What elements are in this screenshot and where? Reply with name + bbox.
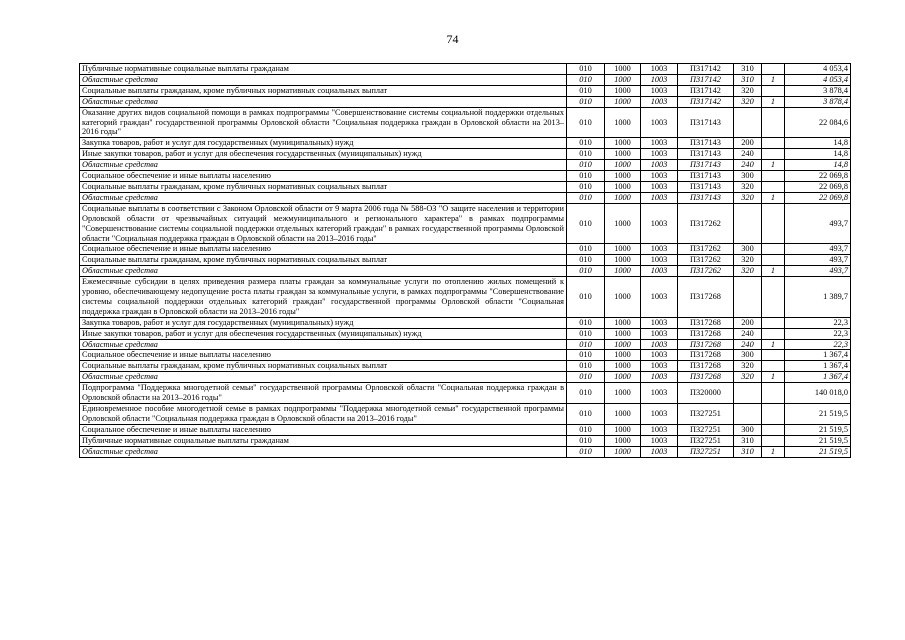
- row-name: Социальные выплаты гражданам, кроме публичных нормативных социальных выплат: [80, 181, 567, 192]
- subsection-code: 1003: [641, 404, 678, 425]
- row-name: Областные средства: [80, 160, 567, 171]
- subsection-code: 1003: [641, 350, 678, 361]
- section-code: 1000: [605, 350, 641, 361]
- ministry-code: 010: [567, 203, 605, 244]
- subsection-code: 1003: [641, 160, 678, 171]
- row-name: Оказание других видов социальной помощи в рамках подпрограммы "Совершенствование системы социальной поддержки отдельных категорий граждан" государственной программы Орловской области "Социальная поддержка граждан в Орловской области на 2013–2016 годы": [80, 107, 567, 138]
- funding-source-code: [762, 107, 785, 138]
- amount: 22 069,8: [785, 192, 851, 203]
- row-name: Иные закупки товаров, работ и услуг для обеспечения государственных (муниципальных) нужд: [80, 149, 567, 160]
- funding-source-code: [762, 383, 785, 404]
- row-name: Социальное обеспечение и иные выплаты населению: [80, 171, 567, 182]
- table-row: [80, 266, 851, 277]
- expense-type-code: 320: [734, 192, 762, 203]
- table-row: [80, 138, 851, 149]
- ministry-code: 010: [567, 181, 605, 192]
- table-row: [80, 350, 851, 361]
- section-code: 1000: [605, 149, 641, 160]
- target-item-code: П327251: [678, 404, 734, 425]
- row-name: Областные средства: [80, 339, 567, 350]
- row-name: Социальные выплаты гражданам, кроме публичных нормативных социальных выплат: [80, 361, 567, 372]
- amount: 493,7: [785, 266, 851, 277]
- ministry-code: 010: [567, 277, 605, 318]
- section-code: 1000: [605, 328, 641, 339]
- target-item-code: П317143: [678, 160, 734, 171]
- ministry-code: 010: [567, 350, 605, 361]
- table-row: [80, 181, 851, 192]
- funding-source-code: [762, 181, 785, 192]
- expense-type-code: 240: [734, 149, 762, 160]
- amount: 21 519,5: [785, 424, 851, 435]
- target-item-code: П317143: [678, 107, 734, 138]
- subsection-code: 1003: [641, 181, 678, 192]
- subsection-code: 1003: [641, 96, 678, 107]
- row-name: Подпрограмма "Поддержка многодетной семьи" государственной программы Орловской области "Социальная поддержка граждан в Орловской области на 2013–2016 годы": [80, 383, 567, 404]
- row-name: Закупка товаров, работ и услуг для государственных (муниципальных) нужд: [80, 317, 567, 328]
- target-item-code: П317143: [678, 181, 734, 192]
- ministry-code: 010: [567, 85, 605, 96]
- row-name: Областные средства: [80, 192, 567, 203]
- target-item-code: П317262: [678, 266, 734, 277]
- table-row: [80, 107, 851, 138]
- row-name: Областные средства: [80, 266, 567, 277]
- row-name: Областные средства: [80, 96, 567, 107]
- funding-source-code: [762, 317, 785, 328]
- row-name: Социальные выплаты гражданам, кроме публичных нормативных социальных выплат: [80, 85, 567, 96]
- funding-source-code: [762, 64, 785, 75]
- subsection-code: 1003: [641, 328, 678, 339]
- section-code: 1000: [605, 404, 641, 425]
- ministry-code: 010: [567, 372, 605, 383]
- amount: 14,8: [785, 138, 851, 149]
- amount: 3 878,4: [785, 85, 851, 96]
- table-row: [80, 171, 851, 182]
- ministry-code: 010: [567, 383, 605, 404]
- row-name: Ежемесячные субсидии в целях приведения размера платы граждан за коммунальные услуги по отоплению жилых помещений к уровню, обеспечивающему недопущение роста платы граждан за коммунальные услуги, в рамках подпрограммы "Совершенствование системы социальной поддержки отдельных категорий граждан" государственной программы Орловской области "Социальная поддержка граждан в Орловской области на 2013–2016 годы": [80, 277, 567, 318]
- row-name: Социальное обеспечение и иные выплаты населению: [80, 244, 567, 255]
- section-code: 1000: [605, 317, 641, 328]
- amount: 22 069,8: [785, 171, 851, 182]
- expense-type-code: 310: [734, 74, 762, 85]
- section-code: 1000: [605, 424, 641, 435]
- table-row: [80, 446, 851, 457]
- target-item-code: П317142: [678, 74, 734, 85]
- table-row: [80, 424, 851, 435]
- expense-type-code: 320: [734, 85, 762, 96]
- target-item-code: П317268: [678, 277, 734, 318]
- section-code: 1000: [605, 266, 641, 277]
- amount: 1 367,4: [785, 350, 851, 361]
- row-name: Публичные нормативные социальные выплаты гражданам: [80, 64, 567, 75]
- funding-source-code: 1: [762, 266, 785, 277]
- row-name: Иные закупки товаров, работ и услуг для обеспечения государственных (муниципальных) нужд: [80, 328, 567, 339]
- funding-source-code: [762, 138, 785, 149]
- section-code: 1000: [605, 85, 641, 96]
- section-code: 1000: [605, 372, 641, 383]
- section-code: 1000: [605, 107, 641, 138]
- target-item-code: П320000: [678, 383, 734, 404]
- subsection-code: 1003: [641, 255, 678, 266]
- table-body: [80, 64, 851, 458]
- funding-source-code: [762, 171, 785, 182]
- funding-source-code: 1: [762, 192, 785, 203]
- expense-type-code: 310: [734, 435, 762, 446]
- section-code: 1000: [605, 64, 641, 75]
- ministry-code: 010: [567, 171, 605, 182]
- amount: 22 069,8: [785, 181, 851, 192]
- ministry-code: 010: [567, 74, 605, 85]
- table-row: [80, 255, 851, 266]
- table-row: [80, 160, 851, 171]
- subsection-code: 1003: [641, 192, 678, 203]
- amount: 22 084,6: [785, 107, 851, 138]
- amount: 4 053,4: [785, 64, 851, 75]
- ministry-code: 010: [567, 192, 605, 203]
- target-item-code: П317143: [678, 149, 734, 160]
- table-row: [80, 435, 851, 446]
- section-code: 1000: [605, 244, 641, 255]
- ministry-code: 010: [567, 149, 605, 160]
- expense-type-code: 320: [734, 96, 762, 107]
- target-item-code: П317262: [678, 244, 734, 255]
- subsection-code: 1003: [641, 244, 678, 255]
- page-number: 74: [446, 32, 459, 46]
- row-name: Социальное обеспечение и иные выплаты населению: [80, 424, 567, 435]
- ministry-code: 010: [567, 244, 605, 255]
- amount: 21 519,5: [785, 446, 851, 457]
- target-item-code: П317262: [678, 203, 734, 244]
- target-item-code: П317268: [678, 317, 734, 328]
- target-item-code: П317268: [678, 361, 734, 372]
- target-item-code: П317268: [678, 372, 734, 383]
- funding-source-code: [762, 277, 785, 318]
- amount: 1 389,7: [785, 277, 851, 318]
- subsection-code: 1003: [641, 64, 678, 75]
- section-code: 1000: [605, 361, 641, 372]
- funding-source-code: [762, 85, 785, 96]
- expense-type-code: 320: [734, 266, 762, 277]
- funding-source-code: 1: [762, 96, 785, 107]
- section-code: 1000: [605, 339, 641, 350]
- section-code: 1000: [605, 160, 641, 171]
- expense-type-code: 320: [734, 255, 762, 266]
- ministry-code: 010: [567, 255, 605, 266]
- amount: 3 878,4: [785, 96, 851, 107]
- section-code: 1000: [605, 255, 641, 266]
- row-name: Областные средства: [80, 74, 567, 85]
- amount: 1 367,4: [785, 372, 851, 383]
- table-row: [80, 203, 851, 244]
- expense-type-code: 300: [734, 350, 762, 361]
- table-row: [80, 383, 851, 404]
- table-row: [80, 149, 851, 160]
- ministry-code: 010: [567, 138, 605, 149]
- table-row: [80, 372, 851, 383]
- funding-source-code: 1: [762, 160, 785, 171]
- amount: 21 519,5: [785, 435, 851, 446]
- budget-table: [79, 63, 851, 458]
- table-row: [80, 277, 851, 318]
- target-item-code: П317262: [678, 255, 734, 266]
- expense-type-code: [734, 383, 762, 404]
- funding-source-code: 1: [762, 339, 785, 350]
- funding-source-code: [762, 361, 785, 372]
- section-code: 1000: [605, 277, 641, 318]
- funding-source-code: 1: [762, 372, 785, 383]
- table-row: [80, 339, 851, 350]
- funding-source-code: [762, 203, 785, 244]
- row-name: Единовременное пособие многодетной семье в рамках подпрограммы "Поддержка многодетной семьи" государственной программы Орловской области "Социальная поддержка граждан в Орловской области на 2013–2016 годы": [80, 404, 567, 425]
- section-code: 1000: [605, 192, 641, 203]
- section-code: 1000: [605, 138, 641, 149]
- table-row: [80, 361, 851, 372]
- subsection-code: 1003: [641, 383, 678, 404]
- expense-type-code: 300: [734, 424, 762, 435]
- funding-source-code: [762, 424, 785, 435]
- funding-source-code: [762, 404, 785, 425]
- amount: 21 519,5: [785, 404, 851, 425]
- subsection-code: 1003: [641, 424, 678, 435]
- target-item-code: П317142: [678, 96, 734, 107]
- amount: 493,7: [785, 255, 851, 266]
- expense-type-code: 320: [734, 181, 762, 192]
- expense-type-code: [734, 277, 762, 318]
- ministry-code: 010: [567, 361, 605, 372]
- ministry-code: 010: [567, 424, 605, 435]
- subsection-code: 1003: [641, 85, 678, 96]
- expense-type-code: 310: [734, 446, 762, 457]
- expense-type-code: [734, 107, 762, 138]
- funding-source-code: [762, 255, 785, 266]
- subsection-code: 1003: [641, 435, 678, 446]
- subsection-code: 1003: [641, 372, 678, 383]
- amount: 14,8: [785, 160, 851, 171]
- funding-source-code: 1: [762, 74, 785, 85]
- expense-type-code: 310: [734, 64, 762, 75]
- expense-type-code: 200: [734, 138, 762, 149]
- amount: 1 367,4: [785, 361, 851, 372]
- section-code: 1000: [605, 96, 641, 107]
- funding-source-code: 1: [762, 446, 785, 457]
- expense-type-code: 240: [734, 160, 762, 171]
- row-name: Социальное обеспечение и иные выплаты населению: [80, 350, 567, 361]
- expense-type-code: [734, 404, 762, 425]
- ministry-code: 010: [567, 266, 605, 277]
- section-code: 1000: [605, 74, 641, 85]
- subsection-code: 1003: [641, 203, 678, 244]
- subsection-code: 1003: [641, 277, 678, 318]
- ministry-code: 010: [567, 404, 605, 425]
- ministry-code: 010: [567, 328, 605, 339]
- section-code: 1000: [605, 383, 641, 404]
- target-item-code: П317268: [678, 328, 734, 339]
- target-item-code: П317143: [678, 171, 734, 182]
- section-code: 1000: [605, 171, 641, 182]
- row-name: Публичные нормативные социальные выплаты гражданам: [80, 435, 567, 446]
- table-row: [80, 74, 851, 85]
- expense-type-code: [734, 203, 762, 244]
- section-code: 1000: [605, 203, 641, 244]
- subsection-code: 1003: [641, 138, 678, 149]
- amount: 493,7: [785, 203, 851, 244]
- funding-source-code: [762, 435, 785, 446]
- expense-type-code: 200: [734, 317, 762, 328]
- funding-source-code: [762, 244, 785, 255]
- subsection-code: 1003: [641, 266, 678, 277]
- subsection-code: 1003: [641, 171, 678, 182]
- ministry-code: 010: [567, 160, 605, 171]
- amount: 22,3: [785, 328, 851, 339]
- target-item-code: П317142: [678, 64, 734, 75]
- expense-type-code: 240: [734, 328, 762, 339]
- table-row: [80, 64, 851, 75]
- row-name: Закупка товаров, работ и услуг для государственных (муниципальных) нужд: [80, 138, 567, 149]
- amount: 4 053,4: [785, 74, 851, 85]
- target-item-code: П317268: [678, 350, 734, 361]
- table-row: [80, 404, 851, 425]
- subsection-code: 1003: [641, 107, 678, 138]
- ministry-code: 010: [567, 96, 605, 107]
- amount: 140 018,0: [785, 383, 851, 404]
- ministry-code: 010: [567, 107, 605, 138]
- expense-type-code: 300: [734, 244, 762, 255]
- amount: 14,8: [785, 149, 851, 160]
- ministry-code: 010: [567, 446, 605, 457]
- subsection-code: 1003: [641, 149, 678, 160]
- table-row: [80, 328, 851, 339]
- table-row: [80, 192, 851, 203]
- funding-source-code: [762, 350, 785, 361]
- ministry-code: 010: [567, 435, 605, 446]
- ministry-code: 010: [567, 64, 605, 75]
- row-name: Социальные выплаты в соответствии с Законом Орловской области от 9 марта 2006 года № 588-ОЗ "О защите населения и территории Орловской области от чрезвычайных ситуаций межмуниципального и регионального характера" в рамках подпрограммы "Совершенствование системы социальной поддержки отдельных категорий граждан" в рамках государственной программы Орловской области "Социальная поддержка граждан в Орловской области на 2013–2016 годы": [80, 203, 567, 244]
- subsection-code: 1003: [641, 446, 678, 457]
- subsection-code: 1003: [641, 74, 678, 85]
- target-item-code: П327251: [678, 435, 734, 446]
- expense-type-code: 240: [734, 339, 762, 350]
- subsection-code: 1003: [641, 339, 678, 350]
- target-item-code: П317143: [678, 138, 734, 149]
- table-row: [80, 85, 851, 96]
- amount: 22,3: [785, 339, 851, 350]
- target-item-code: П327251: [678, 446, 734, 457]
- table-row: [80, 244, 851, 255]
- section-code: 1000: [605, 446, 641, 457]
- target-item-code: П317142: [678, 85, 734, 96]
- amount: 493,7: [785, 244, 851, 255]
- subsection-code: 1003: [641, 317, 678, 328]
- row-name: Областные средства: [80, 372, 567, 383]
- target-item-code: П317268: [678, 339, 734, 350]
- ministry-code: 010: [567, 339, 605, 350]
- funding-source-code: [762, 328, 785, 339]
- subsection-code: 1003: [641, 361, 678, 372]
- table-row: [80, 96, 851, 107]
- target-item-code: П327251: [678, 424, 734, 435]
- target-item-code: П317143: [678, 192, 734, 203]
- expense-type-code: 320: [734, 372, 762, 383]
- amount: 22,3: [785, 317, 851, 328]
- row-name: Социальные выплаты гражданам, кроме публичных нормативных социальных выплат: [80, 255, 567, 266]
- expense-type-code: 300: [734, 171, 762, 182]
- section-code: 1000: [605, 435, 641, 446]
- table-row: [80, 317, 851, 328]
- expense-type-code: 320: [734, 361, 762, 372]
- section-code: 1000: [605, 181, 641, 192]
- row-name: Областные средства: [80, 446, 567, 457]
- ministry-code: 010: [567, 317, 605, 328]
- funding-source-code: [762, 149, 785, 160]
